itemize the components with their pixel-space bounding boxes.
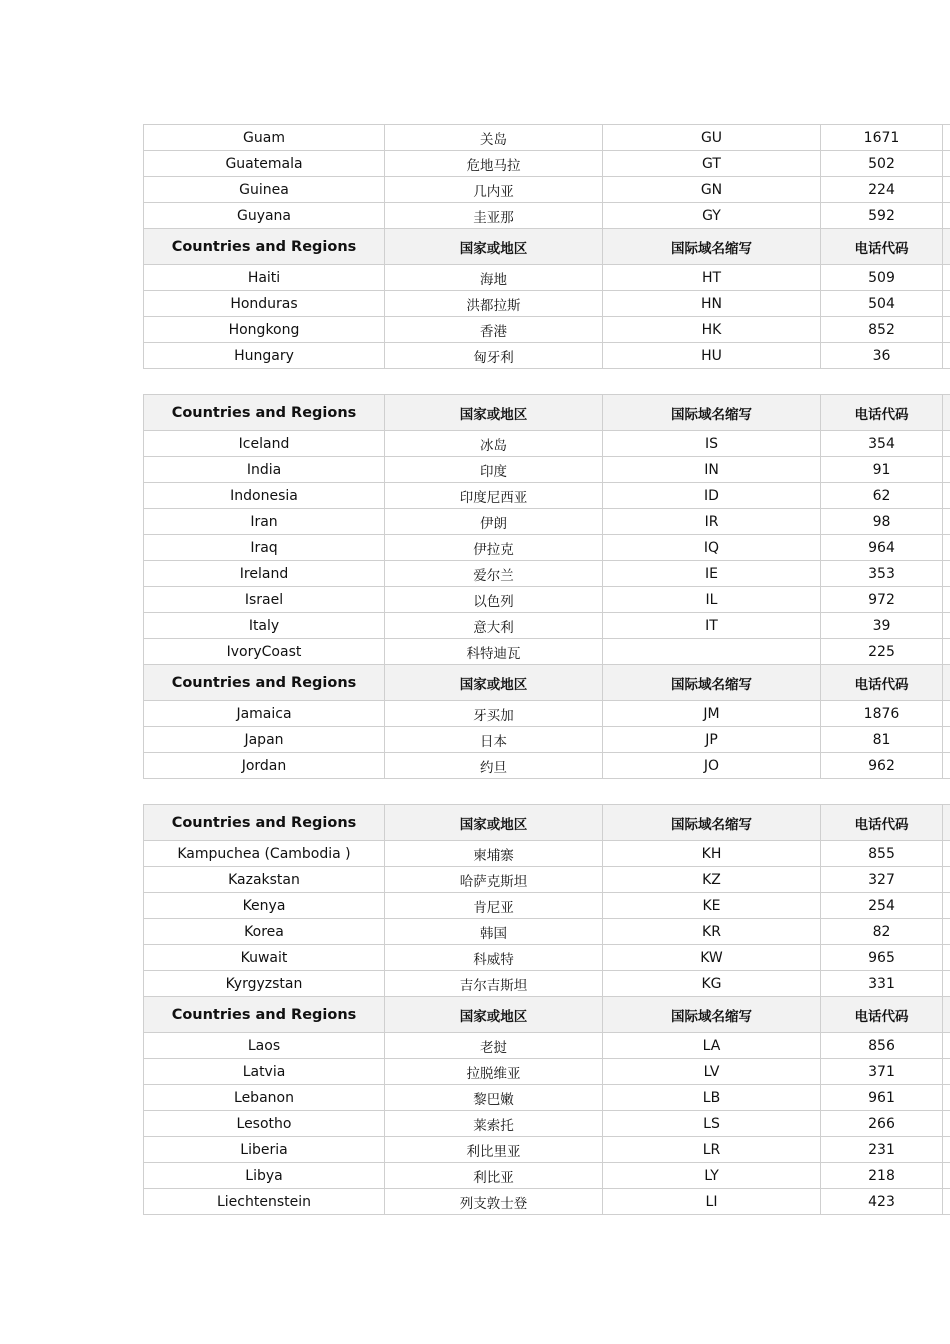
country-en-cell: Latvia	[144, 1059, 385, 1085]
domain-code-cell: LI	[603, 1189, 821, 1215]
domain-code-cell: GT	[603, 151, 821, 177]
country-zh-cell: 爱尔兰	[385, 561, 603, 587]
extra-column-cell	[943, 997, 950, 1033]
country-zh-cell: 伊朗	[385, 509, 603, 535]
table-row	[144, 535, 950, 561]
extra-column-cell	[943, 229, 950, 265]
extra-column-cell	[943, 1033, 950, 1059]
country-zh-cell: 洪都拉斯	[385, 291, 603, 317]
header-country-zh: 国家或地区	[385, 805, 603, 841]
country-zh-cell: 列支敦士登	[385, 1189, 603, 1215]
country-en-cell: Kenya	[144, 893, 385, 919]
table-row	[144, 457, 950, 483]
extra-column-cell	[943, 395, 950, 431]
domain-code-cell: KZ	[603, 867, 821, 893]
extra-column-cell	[943, 151, 950, 177]
extra-column-cell	[943, 561, 950, 587]
country-en-cell: Kazakstan	[144, 867, 385, 893]
phone-code-cell: 856	[821, 1033, 943, 1059]
header-domain-abbr: 国际域名缩写	[603, 805, 821, 841]
country-code-table	[143, 124, 950, 1215]
country-zh-cell: 关岛	[385, 125, 603, 151]
header-domain-abbr: 国际域名缩写	[603, 997, 821, 1033]
table-row	[144, 265, 950, 291]
extra-column-cell	[943, 587, 950, 613]
country-en-cell: Jordan	[144, 753, 385, 779]
table-row	[144, 867, 950, 893]
table-row	[144, 317, 950, 343]
country-zh-cell: 海地	[385, 265, 603, 291]
country-en-cell: Liechtenstein	[144, 1189, 385, 1215]
country-zh-cell: 拉脱维亚	[385, 1059, 603, 1085]
extra-column-cell	[943, 919, 950, 945]
country-zh-cell: 科威特	[385, 945, 603, 971]
country-zh-cell: 伊拉克	[385, 535, 603, 561]
header-domain-abbr: 国际域名缩写	[603, 665, 821, 701]
header-domain-abbr: 国际域名缩写	[603, 229, 821, 265]
table-row	[144, 841, 950, 867]
country-zh-cell: 约旦	[385, 753, 603, 779]
header-countries-regions: Countries and Regions	[144, 665, 385, 701]
table-row	[144, 177, 950, 203]
phone-code-cell: 98	[821, 509, 943, 535]
extra-column-cell	[943, 457, 950, 483]
phone-code-cell: 961	[821, 1085, 943, 1111]
country-en-cell: Kuwait	[144, 945, 385, 971]
table-row	[144, 971, 950, 997]
domain-code-cell: IN	[603, 457, 821, 483]
country-en-cell: Iceland	[144, 431, 385, 457]
table-row	[144, 203, 950, 229]
header-phone-code: 电话代码	[821, 229, 943, 265]
extra-column-cell	[943, 971, 950, 997]
country-zh-cell: 黎巴嫩	[385, 1085, 603, 1111]
phone-code-cell: 225	[821, 639, 943, 665]
domain-code-cell: LB	[603, 1085, 821, 1111]
table-row	[144, 893, 950, 919]
country-en-cell: Hungary	[144, 343, 385, 369]
domain-code-cell: IL	[603, 587, 821, 613]
spacer-cell	[144, 369, 950, 395]
phone-code-cell: 354	[821, 431, 943, 457]
country-en-cell: Lesotho	[144, 1111, 385, 1137]
extra-column-cell	[943, 613, 950, 639]
phone-code-cell: 39	[821, 613, 943, 639]
domain-code-cell: IS	[603, 431, 821, 457]
header-countries-regions: Countries and Regions	[144, 805, 385, 841]
extra-column-cell	[943, 945, 950, 971]
extra-column-cell	[943, 867, 950, 893]
country-en-cell: Indonesia	[144, 483, 385, 509]
phone-code-cell: 327	[821, 867, 943, 893]
domain-code-cell: KR	[603, 919, 821, 945]
header-row	[144, 665, 950, 701]
table-row	[144, 561, 950, 587]
phone-code-cell: 962	[821, 753, 943, 779]
country-en-cell: Kyrgyzstan	[144, 971, 385, 997]
table-body	[144, 125, 950, 1215]
phone-code-cell: 592	[821, 203, 943, 229]
phone-code-cell: 224	[821, 177, 943, 203]
country-zh-cell: 以色列	[385, 587, 603, 613]
phone-code-cell: 266	[821, 1111, 943, 1137]
table-row	[144, 1085, 950, 1111]
phone-code-cell: 62	[821, 483, 943, 509]
country-en-cell: Ireland	[144, 561, 385, 587]
phone-code-cell: 855	[821, 841, 943, 867]
phone-code-cell: 972	[821, 587, 943, 613]
country-zh-cell: 哈萨克斯坦	[385, 867, 603, 893]
domain-code-cell: GU	[603, 125, 821, 151]
phone-code-cell: 1876	[821, 701, 943, 727]
phone-code-cell: 371	[821, 1059, 943, 1085]
phone-code-cell: 231	[821, 1137, 943, 1163]
country-en-cell: Iran	[144, 509, 385, 535]
domain-code-cell: HK	[603, 317, 821, 343]
extra-column-cell	[943, 317, 950, 343]
country-en-cell: Lebanon	[144, 1085, 385, 1111]
country-zh-cell: 印度	[385, 457, 603, 483]
country-zh-cell: 印度尼西亚	[385, 483, 603, 509]
domain-code-cell: LR	[603, 1137, 821, 1163]
extra-column-cell	[943, 639, 950, 665]
phone-code-cell: 353	[821, 561, 943, 587]
country-zh-cell: 危地马拉	[385, 151, 603, 177]
header-row	[144, 395, 950, 431]
phone-code-cell: 509	[821, 265, 943, 291]
country-en-cell: Italy	[144, 613, 385, 639]
header-countries-regions: Countries and Regions	[144, 395, 385, 431]
domain-code-cell: JM	[603, 701, 821, 727]
phone-code-cell: 504	[821, 291, 943, 317]
domain-code-cell: ID	[603, 483, 821, 509]
table-row	[144, 753, 950, 779]
country-en-cell: Jamaica	[144, 701, 385, 727]
country-en-cell: India	[144, 457, 385, 483]
domain-code-cell: GN	[603, 177, 821, 203]
domain-code-cell: KE	[603, 893, 821, 919]
extra-column-cell	[943, 125, 950, 151]
domain-code-cell: LS	[603, 1111, 821, 1137]
domain-code-cell: HT	[603, 265, 821, 291]
domain-code-cell: IQ	[603, 535, 821, 561]
phone-code-cell: 1671	[821, 125, 943, 151]
domain-code-cell: JP	[603, 727, 821, 753]
phone-code-cell: 423	[821, 1189, 943, 1215]
extra-column-cell	[943, 727, 950, 753]
extra-column-cell	[943, 665, 950, 701]
country-zh-cell: 圭亚那	[385, 203, 603, 229]
header-row	[144, 805, 950, 841]
table-row	[144, 945, 950, 971]
country-zh-cell: 科特迪瓦	[385, 639, 603, 665]
header-phone-code: 电话代码	[821, 665, 943, 701]
table-row	[144, 125, 950, 151]
table-row	[144, 291, 950, 317]
table-row	[144, 613, 950, 639]
table-row	[144, 1033, 950, 1059]
phone-code-cell: 218	[821, 1163, 943, 1189]
table-row	[144, 151, 950, 177]
phone-code-cell: 965	[821, 945, 943, 971]
country-zh-cell: 香港	[385, 317, 603, 343]
domain-code-cell: KH	[603, 841, 821, 867]
country-en-cell: Haiti	[144, 265, 385, 291]
country-zh-cell: 韩国	[385, 919, 603, 945]
phone-code-cell: 91	[821, 457, 943, 483]
country-zh-cell: 匈牙利	[385, 343, 603, 369]
domain-code-cell: LA	[603, 1033, 821, 1059]
country-zh-cell: 利比亚	[385, 1163, 603, 1189]
country-en-cell: Laos	[144, 1033, 385, 1059]
extra-column-cell	[943, 483, 950, 509]
country-en-cell: Honduras	[144, 291, 385, 317]
country-zh-cell: 利比里亚	[385, 1137, 603, 1163]
phone-code-cell: 331	[821, 971, 943, 997]
header-row	[144, 229, 950, 265]
domain-code-cell: IT	[603, 613, 821, 639]
extra-column-cell	[943, 1137, 950, 1163]
header-phone-code: 电话代码	[821, 805, 943, 841]
extra-column-cell	[943, 177, 950, 203]
table-row	[144, 727, 950, 753]
extra-column-cell	[943, 701, 950, 727]
header-country-zh: 国家或地区	[385, 997, 603, 1033]
country-en-cell: Japan	[144, 727, 385, 753]
table-row	[144, 1111, 950, 1137]
country-en-cell: Israel	[144, 587, 385, 613]
header-country-zh: 国家或地区	[385, 395, 603, 431]
country-en-cell: Korea	[144, 919, 385, 945]
country-zh-cell: 老挝	[385, 1033, 603, 1059]
phone-code-cell: 82	[821, 919, 943, 945]
extra-column-cell	[943, 431, 950, 457]
domain-code-cell: JO	[603, 753, 821, 779]
extra-column-cell	[943, 1163, 950, 1189]
header-phone-code: 电话代码	[821, 395, 943, 431]
country-en-cell: Iraq	[144, 535, 385, 561]
phone-code-cell: 254	[821, 893, 943, 919]
country-zh-cell: 柬埔寨	[385, 841, 603, 867]
domain-code-cell: LV	[603, 1059, 821, 1085]
phone-code-cell: 852	[821, 317, 943, 343]
extra-column-cell	[943, 805, 950, 841]
extra-column-cell	[943, 1059, 950, 1085]
country-en-cell: IvoryCoast	[144, 639, 385, 665]
table-row	[144, 1189, 950, 1215]
table-row	[144, 919, 950, 945]
table-row	[144, 483, 950, 509]
extra-column-cell	[943, 343, 950, 369]
table-row	[144, 701, 950, 727]
domain-code-cell: IE	[603, 561, 821, 587]
header-country-zh: 国家或地区	[385, 229, 603, 265]
country-en-cell: Guatemala	[144, 151, 385, 177]
country-en-cell: Hongkong	[144, 317, 385, 343]
country-en-cell: Liberia	[144, 1137, 385, 1163]
country-zh-cell: 肯尼亚	[385, 893, 603, 919]
country-en-cell: Guam	[144, 125, 385, 151]
extra-column-cell	[943, 265, 950, 291]
domain-code-cell: KW	[603, 945, 821, 971]
table-row	[144, 431, 950, 457]
domain-code-cell: HN	[603, 291, 821, 317]
header-countries-regions: Countries and Regions	[144, 997, 385, 1033]
domain-code-cell	[603, 639, 821, 665]
extra-column-cell	[943, 1111, 950, 1137]
extra-column-cell	[943, 1085, 950, 1111]
header-row	[144, 997, 950, 1033]
table-row	[144, 1163, 950, 1189]
extra-column-cell	[943, 753, 950, 779]
extra-column-cell	[943, 535, 950, 561]
phone-code-cell: 964	[821, 535, 943, 561]
country-zh-cell: 冰岛	[385, 431, 603, 457]
header-country-zh: 国家或地区	[385, 665, 603, 701]
table-row	[144, 1059, 950, 1085]
country-zh-cell: 几内亚	[385, 177, 603, 203]
country-en-cell: Kampuchea (Cambodia )	[144, 841, 385, 867]
country-zh-cell: 意大利	[385, 613, 603, 639]
domain-code-cell: GY	[603, 203, 821, 229]
country-zh-cell: 牙买加	[385, 701, 603, 727]
extra-column-cell	[943, 291, 950, 317]
header-countries-regions: Countries and Regions	[144, 229, 385, 265]
section-spacer	[144, 369, 950, 395]
extra-column-cell	[943, 509, 950, 535]
phone-code-cell: 81	[821, 727, 943, 753]
table-row	[144, 587, 950, 613]
country-en-cell: Guinea	[144, 177, 385, 203]
table-row	[144, 639, 950, 665]
extra-column-cell	[943, 203, 950, 229]
table-row	[144, 1137, 950, 1163]
domain-code-cell: IR	[603, 509, 821, 535]
extra-column-cell	[943, 893, 950, 919]
extra-column-cell	[943, 841, 950, 867]
section-spacer	[144, 779, 950, 805]
table-row	[144, 343, 950, 369]
country-zh-cell: 莱索托	[385, 1111, 603, 1137]
domain-code-cell: LY	[603, 1163, 821, 1189]
phone-code-cell: 36	[821, 343, 943, 369]
domain-code-cell: KG	[603, 971, 821, 997]
header-phone-code: 电话代码	[821, 997, 943, 1033]
domain-code-cell: HU	[603, 343, 821, 369]
country-en-cell: Libya	[144, 1163, 385, 1189]
country-zh-cell: 吉尔吉斯坦	[385, 971, 603, 997]
country-en-cell: Guyana	[144, 203, 385, 229]
spacer-cell	[144, 779, 950, 805]
phone-code-cell: 502	[821, 151, 943, 177]
header-domain-abbr: 国际域名缩写	[603, 395, 821, 431]
table-row	[144, 509, 950, 535]
extra-column-cell	[943, 1189, 950, 1215]
country-zh-cell: 日本	[385, 727, 603, 753]
